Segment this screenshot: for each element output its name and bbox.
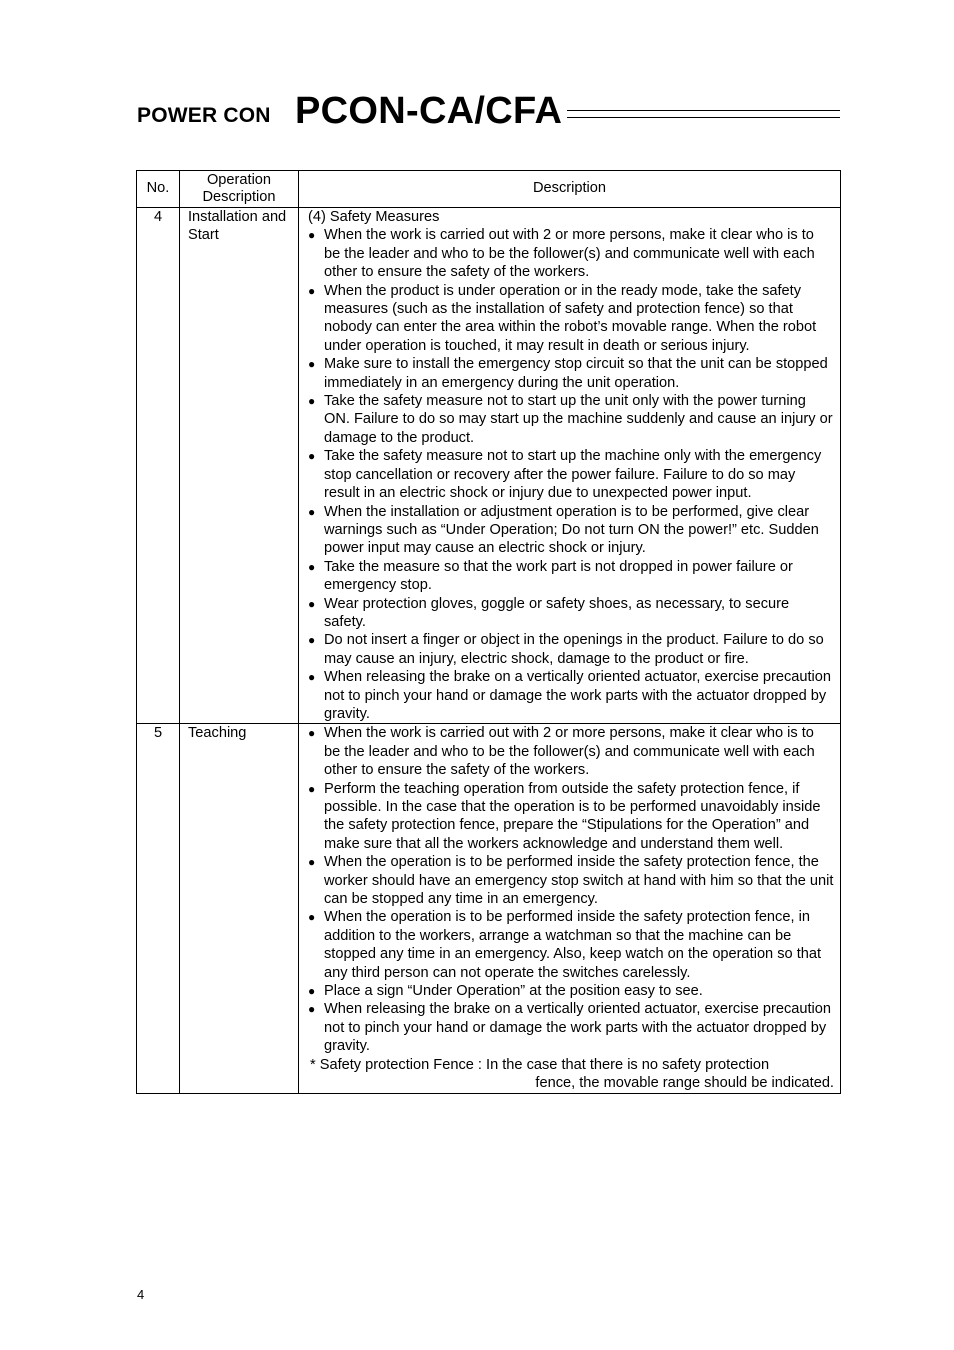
list-item: ● Take the safety measure not to start up the machine only with the emergency stop cancellation or recovery after the power failure. Failure to do so may result in an electric shock or injury due to unexpected power input. (308, 448, 822, 502)
page-header (137, 88, 840, 136)
table-header-row (137, 171, 841, 208)
list-item: ● When releasing the brake on a vertically oriented actuator, exercise precaution not to pinch your hand or damage the work parts with the actuator dropped by gravity. (308, 1001, 832, 1055)
list-item: ● Make sure to install the emergency stop circuit so that the unit can be stopped immediately in an emergency during the unit operation. (308, 356, 828, 391)
list-item: ● When the work is carried out with 2 or more persons, make it clear who is to be the leader and who to be the follower(s) and communicate well with each other to ensure the safety of the workers. (308, 227, 815, 281)
list-item: ● When releasing the brake on a vertically oriented actuator, exercise precaution not to pinch your hand or damage the work parts with the actuator dropped by gravity. (308, 669, 832, 722)
description-cell (299, 724, 841, 1093)
list-item: ● Take the measure so that the work part is not dropped in power failure or emergency stop. (308, 558, 793, 594)
table-row (137, 724, 841, 1093)
bullet-icon: ● (308, 670, 316, 685)
bullet-icon: ● (308, 228, 316, 243)
bullet-icon: ● (308, 984, 316, 999)
column-header-no: No. (137, 171, 180, 208)
page-number: 4 (137, 1287, 145, 1302)
list-item: ● When the installation or adjustment operation is to be performed, give clear warnings such as “Under Operation; Do not turn ON the power!” etc. Sudden power input may cause an electric shock or injury. (308, 503, 819, 557)
bullet-icon: ● (308, 357, 316, 372)
brand-label: POWER CON (137, 104, 271, 127)
bullet-icon: ● (308, 596, 316, 611)
bullet-icon: ● (308, 726, 316, 741)
bullet-icon: ● (308, 449, 316, 464)
header-rule-top (567, 110, 840, 111)
list-item: ● When the product is under operation or in the ready mode, take the safety measures (such as the installation of safety and protection fence) so that nobody can enter the area within the robot’s movable range. When the robot under operation is touched, it may result in death or serious injury. (308, 282, 817, 354)
model-title: PCON-CA/CFA (295, 90, 563, 132)
row-number: 5 (137, 724, 180, 1093)
bullet-icon: ● (308, 283, 316, 298)
subheading: (4) Safety Measures (308, 209, 440, 225)
bullet-icon: ● (308, 910, 316, 925)
column-header-description: Description (299, 171, 841, 208)
list-item: ● When the operation is to be performed inside the safety protection fence, the worker should have an emergency stop switch at hand with him so that the unit can be stopped any time in an emergency. (308, 854, 834, 908)
bullet-list (308, 724, 834, 1055)
operations-table (136, 170, 841, 1094)
bullet-list (308, 226, 834, 723)
bullet-icon: ● (308, 559, 316, 574)
list-item: ● When the work is carried out with 2 or more persons, make it clear who is to be the leader and who to be the follower(s) and communicate well with each other to ensure the safety of the workers. (308, 725, 815, 779)
bullet-icon: ● (308, 394, 316, 409)
list-item: ● Do not insert a finger or object in the openings in the product. Failure to do so may cause an injury, electric shock, damage to the product or fire. (308, 632, 824, 667)
bullet-icon: ● (308, 633, 316, 648)
footnote-line-1: * Safety protection Fence : In the case that there is no safety protection (310, 1056, 770, 1073)
bullet-icon: ● (308, 781, 316, 796)
operation-description: Installation and Start (180, 208, 299, 724)
footnote-line-2: fence, the movable range should be indicated. (535, 1075, 834, 1092)
header-rule-bottom (567, 117, 840, 118)
bullet-icon: ● (308, 1002, 316, 1017)
operation-description: Teaching (180, 724, 299, 1093)
list-item: ● When the operation is to be performed inside the safety protection fence, in addition to the workers, arrange a watchman so that the machine can be stopped any time in an emergency. Also, keep watch on the operation so that any third person can not operate the switches carelessly. (308, 909, 822, 981)
bullet-icon: ● (308, 855, 316, 870)
bullet-icon: ● (308, 504, 316, 519)
list-item: ● Place a sign “Under Operation” at the position easy to see. (308, 983, 703, 1000)
row-number: 4 (137, 208, 180, 724)
description-cell (299, 208, 841, 724)
list-item: ● Perform the teaching operation from outside the safety protection fence, if possible. In the case that the operation is to be performed unavoidably inside the safety protection fence, prepare the “Stipulations for the Operation” and make sure that all the workers acknowledge and understand them well. (308, 780, 821, 852)
table-row (137, 208, 841, 724)
list-item: ● Wear protection gloves, goggle or safety shoes, as necessary, to secure safety. (308, 595, 790, 630)
list-item: ● Take the safety measure not to start up the unit only with the power turning ON. Failure to do so may start up the machine suddenly and cause an injury or damage to the product. (308, 393, 833, 446)
column-header-operation: Operation Description (180, 171, 299, 208)
